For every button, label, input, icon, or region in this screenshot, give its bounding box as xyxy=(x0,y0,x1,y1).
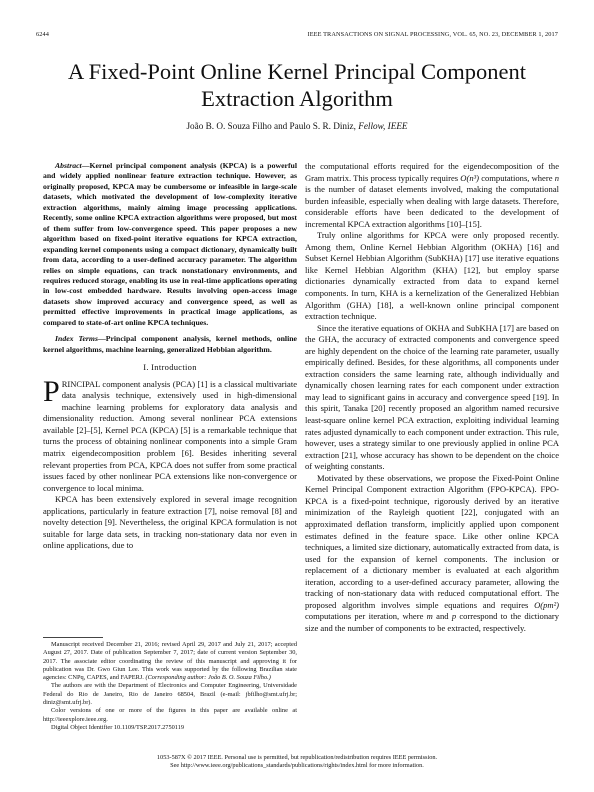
p3-text-b: computations, where xyxy=(479,172,555,183)
p6-text-d: correspond to the dictionary size and the number of components to be extracted, respectively. xyxy=(305,611,560,633)
p3-math-complexity: O(n³) xyxy=(460,172,479,183)
index-terms xyxy=(43,334,297,355)
abstract-text: —Kernel principal component analysis (KPCA) is a powerful and widely applied nonlinear feature extraction technique. However, as originally proposed, KPCA may be cumbersome or infeasible in large-scale datasets, which motivated the development of low-complexity iterative extraction algorithms, mainly aiming image processing applications. Recently, some online KPCA extraction algorithms were proposed, but most of them suffer from low-convergence speed. This paper proposes a new algorithm based on fixed-point iterative equations for KPCA extraction, expanding kernel components using a compact dictionary, dynamically built from data, according to a user-defined accuracy parameter. The algorithm relies on simple equations, can track nonstationary environments, and requires reduced storage, enabling its use in real-time applications operating in low-cost embedded hardware. Results involving open-access image datasets show improved accuracy and convergence speed, as well as permitted effective improvements in practical image applications, as compared to state-of-art online KPCA techniques. xyxy=(43,161,297,327)
author-names: João B. O. Souza Filho and Paulo S. R. Diniz, xyxy=(186,121,359,131)
footnote-color-versions: Color versions of one or more of the figures in this paper are available online at http://ieeexplore.ieee.org. xyxy=(43,707,297,723)
p3-text-c: is the number of dataset elements involved, making the computational burden infeasible, especially when dealing with large datasets. Therefore, considerable efforts have been dedicated to the development of incremental KPCA extraction algorithms [10]–[15]. xyxy=(305,184,559,229)
intro-paragraph-1-text: RINCIPAL component analysis (PCA) [1] is a classical multivariate data analysis technique, extensively used in high-dimensional machine learning problems for exploratory data analysis and dimensionality reduction. Among several nonlinear PCA extensions available [2]–[5], Kernel PCA (KPCA) [5] is a remarkable technique that turns the process of obtaining nonlinear components into a simple Gram matrix eigendecomposition problem [6]. Besides inheriting several relevant properties from PCA, KPCA does not suffer from some practical issues faced by other nonlinear PCA extensions like non-convergence or convergence to local minima. xyxy=(43,378,297,493)
p3-text-a: the computational efforts required for the eigendecomposition of the Gram matrix. This process typically requires xyxy=(305,161,559,183)
footnote-affiliation: The authors are with the Department of Electronics and Computer Engineering, Universidade Federal do Rio de Janeiro, Rio de Janeiro 68504, Brazil (e-mail: jbfilho@smt.ufrj.br; diniz@smt.ufrj.br). xyxy=(43,682,297,707)
abstract-heading: Abstract xyxy=(55,161,82,170)
footnote-manuscript xyxy=(43,641,297,682)
p6-text-c: and xyxy=(432,611,452,622)
index-terms-text: —Principal component analysis, kernel methods, online kernel algorithms, machine learning, generalized Hebbian algorithm. xyxy=(43,334,297,354)
p6-text-a: Motivated by these observations, we propose the Fixed-Point Online Kernel Principal Component extraction Algorithm (FPO-KPCA). FPO-KPCA is a fixed-point technique, rigorously derived by an iterative minimization of the Rayleigh quotient [22], conjugated with an approximated deflation transform, implicitly applied upon component estimates defined in the feature space. Like other online KPCA techniques, a limited size dictionary, automatically extracted from data, is used for the expansion of kernel components. The inclusion or replacement of a dictionary member is evaluated at each algorithm iteration, according to a user-defined accuracy parameter, allowing the tracking of non-stationary data with reduced computational effort. The proposed algorithm involves simple equations and requires xyxy=(305,472,559,610)
running-header xyxy=(36,31,558,41)
intro-paragraph-2: KPCA has been extensively explored in several image recognition applications, particularly in feature extraction [7], noise removal [8] and novelty detection [9]. Nevertheless, the original KPCA formulation is not suitable for large data sets, in tracking non-stationary data nor even in online applications, due to xyxy=(43,494,297,551)
left-column xyxy=(43,161,297,552)
index-terms-heading: Index Terms xyxy=(55,334,98,344)
copyright-notice xyxy=(36,754,558,770)
p6-text-b: computations per iteration, where xyxy=(305,611,427,622)
intro-paragraph-5: Since the iterative equations of OKHA and SubKHA [17] are based on the GHA, the accuracy of extracted components and convergence speed are highly dependent on the choice of the learning rate parameter, usually empirically defined. Besides, for these algorithms, all components under extraction considers the same learning rate, although individually and dynamically chosen learning rates for each component under extraction may lead to significant gains in accuracy and convergence speed [19]. In this spirit, Tanaka [20] recently proposed an algorithm named recursive least-square online kernel PCA extraction, exploiting individual learning rates adjusted dynamically to each component under extraction. This rule, however, uses a strategy similar to one previously applied in online PCA extraction [21], whose accuracy has shown to be dependent on the choice of weighting constants. xyxy=(305,322,559,472)
drop-cap: P xyxy=(43,374,60,408)
page-number: 6244 xyxy=(36,31,49,38)
p3-math-n: n xyxy=(554,172,559,183)
author-line xyxy=(40,121,554,131)
footnote-doi: Digital Object Identifier 10.1109/TSP.2017.2750119 xyxy=(51,723,185,731)
intro-paragraph-1 xyxy=(43,374,297,494)
intro-paragraph-6 xyxy=(305,473,559,635)
abstract xyxy=(43,161,297,328)
footnote-corresponding-author: (Corresponding author: João B. O. Souza Filho.) xyxy=(145,674,271,682)
p6-math-p: p xyxy=(451,611,457,622)
author-fellow: Fellow, IEEE xyxy=(358,121,408,131)
footnote-manuscript-text: Manuscript received December 21, 2016; revised April 29, 2017 and July 21, 2017; accepted August 27, 2017. Date of publication September 7, 2017; date of current version September 30, 2017. The associate editor coordinating the review of this manuscript and approving it for publication was Dr. Gwo Giun Lee. This work was supported by the following Brazilian state agencies: CNPq, CAPES, and FAPERJ. xyxy=(43,641,297,682)
intro-paragraph-3 xyxy=(305,161,559,230)
footnote-rule xyxy=(43,637,103,638)
paper-title: A Fixed-Point Online Kernel Principal Component Extraction Algorithm xyxy=(67,59,527,111)
copyright-line-1: 1053-587X © 2017 IEEE. Personal use is permitted, but republication/redistribution requires IEEE permission. xyxy=(156,754,438,761)
journal-citation: IEEE TRANSACTIONS ON SIGNAL PROCESSING, VOL. 65, NO. 23, DECEMBER 1, 2017 xyxy=(307,31,558,38)
copyright-line-2: See http://www.ieee.org/publications_standards/publications/rights/index.html for more information. xyxy=(170,762,424,770)
p6-math-m: m xyxy=(426,611,433,622)
right-column xyxy=(305,161,559,634)
p6-math-complexity: O(pm²) xyxy=(534,599,559,610)
footnote xyxy=(43,641,297,732)
section-heading-introduction: I. Introduction xyxy=(143,362,197,373)
intro-paragraph-4: Truly online algorithms for KPCA were only proposed recently. Among them, Online Kernel Hebbian Algorithm (OKHA) [16] and Subset Kernel Hebbian Algorithm (SubKHA) [17] use iterative equations like Kernel Hebbian Algorithm (KHA) [12], but employ sparse dictionaries dynamically extracted from data to expand kernel components. In turn, KHA is a kernelization of the Generalized Hebbian Algorithm (GHA) [18], a well-known online principal component extraction technique. xyxy=(305,230,559,322)
